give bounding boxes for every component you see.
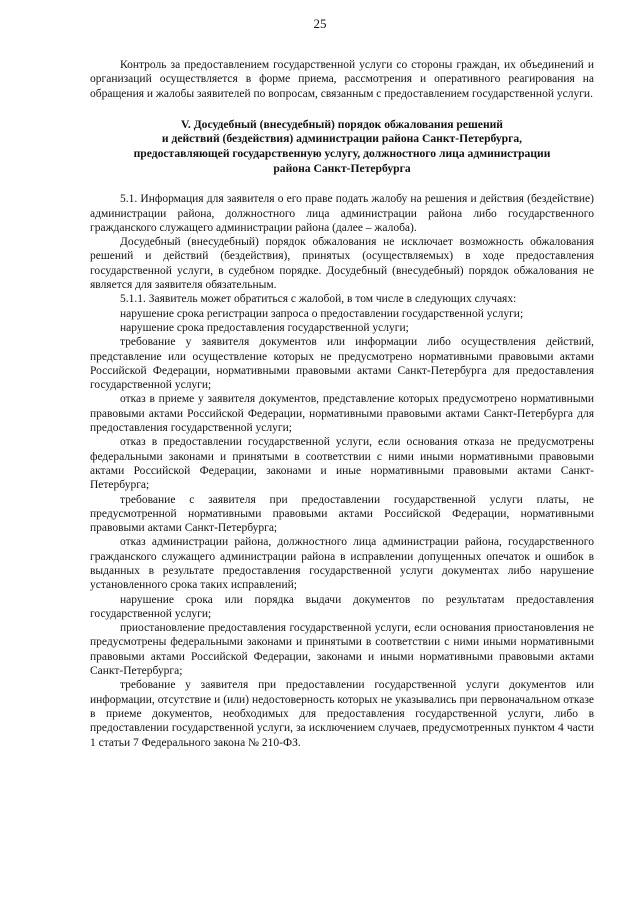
- list-item: отказ в предоставлении государственной услуги, если основания отказа не предусмотрены федеральными законами и принятыми в соответствии с ними иными нормативными правовыми актами Российской Федерации, законами и иные нормативными правовыми актами Санкт-Петербурга;: [90, 436, 594, 492]
- list-item: отказ администрации района, должностного лица администрации района, государственного гражданского служащего администрации района в исправлении допущенных опечаток и ошибок в выданных в результате предоставления государственной услуги документах либо нарушение установленного срока таких исправлений;: [90, 536, 594, 592]
- list-item: отказ в приеме у заявителя документов, представление которых предусмотрено нормативными правовыми актами Российской Федерации, нормативными правовыми актами Санкт-Петербурга для предоставления государственной услуги;: [90, 393, 594, 435]
- paragraph-5-1-1: 5.1.1. Заявитель может обратиться с жалобой, в том числе в следующих случаях:: [120, 293, 517, 306]
- paragraph: Досудебный (внесудебный) порядок обжалования не исключает возможность обжалования решений и действий (бездействия), принятых (осуществляемых) в ходе предоставления государственной услуги, в судебном порядке. Досудебный (внесудебный) порядок обжалования не является для заявителя обязательным.: [90, 236, 594, 292]
- page-number: 25: [313, 16, 327, 31]
- section-heading-line: предоставляющей государственную услугу, должностного лица администрации: [133, 147, 551, 161]
- intro-paragraph: Контроль за предоставлением государственной услуги со стороны граждан, их объединений и организаций осуществляется в форме приема, рассмотрения и оперативного реагирования на обращения и жалобы заявителей по вопросам, связанным с предоставлением государственной услуги.: [90, 59, 594, 100]
- list-item: требование у заявителя документов или информации либо осуществления действий, представление или осуществление которых не предусмотрено нормативными правовыми актами Российской Федерации, нормативными правовыми актами Санкт-Петербурга для предоставления государственной услуги;: [90, 336, 594, 392]
- list-item: приостановление предоставления государственной услуги, если основания приостановления не предусмотрены федеральными законами и принятыми в соответствии с ними иными нормативными правовыми актами Российской Федерации, законами и иными нормативными правовыми актами Санкт-Петербурга;: [90, 622, 594, 678]
- list-item: требование у заявителя при предоставлении государственной услуги документов или информации, отсутствие и (или) недостоверность которых не указывались при первоначальном отказе в приеме документов, необходимых для предоставления государственной услуги, либо в предоставлении государственной услуги, за исключением случаев, предусмотренных пунктом 4 части 1 статьи 7 Федерального закона № 210-ФЗ.: [90, 679, 594, 749]
- section-heading-line: V. Досудебный (внесудебный) порядок обжалования решений: [181, 117, 503, 131]
- list-item: требование с заявителя при предоставлении государственной услуги платы, не предусмотренной нормативными правовыми актами Российской Федерации, нормативными правовыми актами Санкт-Петербурга;: [90, 493, 594, 535]
- list-item: нарушение срока предоставления государственной услуги;: [120, 321, 409, 334]
- paragraph-5-1: 5.1. Информация для заявителя о его праве подать жалобу на решения и действия (бездействие) администрации района, должностного лица администрации района либо государственного гражданского служащего администрации района (далее – жалоба).: [90, 193, 594, 234]
- document-body: [90, 58, 594, 750]
- section-heading-line: и действий (бездействия) администрации района Санкт-Петербурга,: [161, 132, 523, 146]
- list-item: нарушение срока регистрации запроса о предоставлении государственной услуги;: [120, 307, 524, 320]
- section-heading-line: района Санкт-Петербурга: [273, 161, 411, 175]
- section-heading: [90, 118, 594, 176]
- list-item: нарушение срока или порядка выдачи документов по результатам предоставления государственной услуги;: [90, 593, 594, 620]
